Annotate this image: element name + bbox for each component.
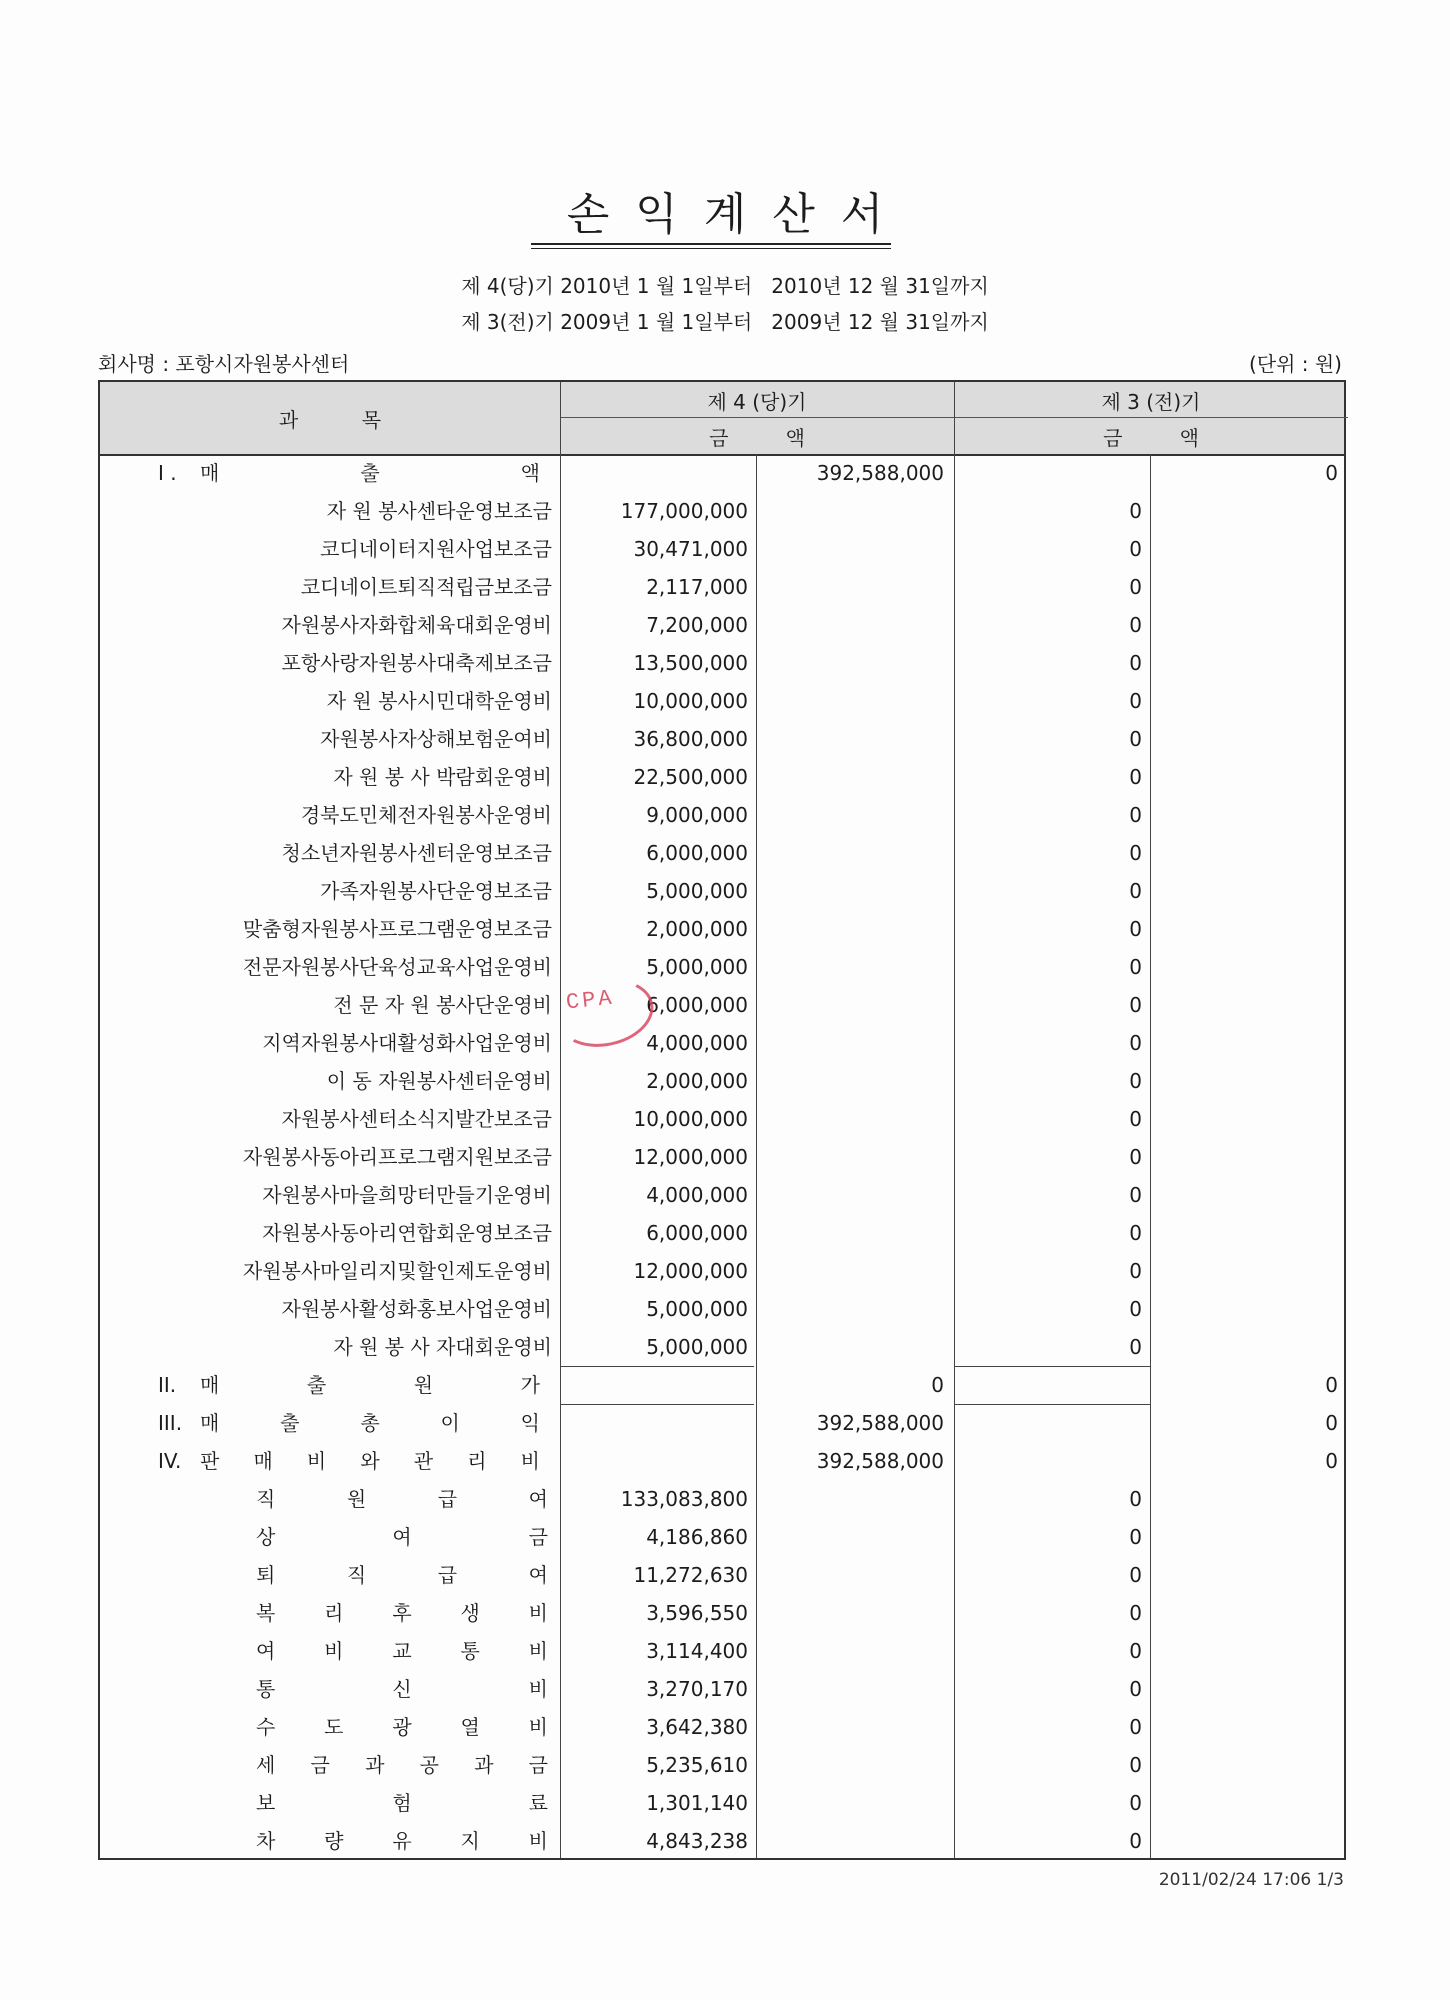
table-row <box>100 1328 1348 1366</box>
header-subject: 과 목 <box>278 408 382 432</box>
table-row <box>100 872 1348 910</box>
item-label: 자 원 봉 사 박람회운영비 <box>333 765 552 789</box>
table-row <box>100 1518 1348 1556</box>
item-prior-amount: 0 <box>1129 537 1142 561</box>
table-row <box>100 796 1348 834</box>
item-prior-amount: 0 <box>1129 1525 1142 1549</box>
section-label-char: 와 <box>360 1449 380 1473</box>
item-current-amount: 12,000,000 <box>633 1145 748 1169</box>
table-row <box>100 720 1348 758</box>
item-prior-amount: 0 <box>1129 651 1142 675</box>
item-label-char: 교 <box>392 1639 412 1663</box>
item-label: 자원봉사마일리지및할인제도운영비 <box>242 1259 552 1283</box>
item-current-amount: 4,186,860 <box>646 1525 748 1549</box>
section-numeral: I . <box>158 461 177 485</box>
income-statement-table <box>98 380 1346 1860</box>
table-row <box>100 1784 1348 1822</box>
item-current-amount: 10,000,000 <box>633 1107 748 1131</box>
item-current-amount: 12,000,000 <box>633 1259 748 1283</box>
item-current-amount: 4,000,000 <box>646 1183 748 1207</box>
item-label: 전문자원봉사단육성교육사업운영비 <box>242 955 552 979</box>
item-current-amount: 9,000,000 <box>646 803 748 827</box>
table-row <box>100 758 1348 796</box>
section-label-char: 액 <box>520 461 540 485</box>
item-label-char: 비 <box>528 1601 548 1625</box>
period-current: 제 4(당)기 2010년 1 월 1일부터 2010년 12 월 31일까지 <box>461 274 989 298</box>
table-row <box>100 1556 1348 1594</box>
item-current-amount: 133,083,800 <box>620 1487 748 1511</box>
item-label: 자 원 봉 사 자대회운영비 <box>333 1335 552 1359</box>
item-label-char: 여 <box>256 1639 276 1663</box>
section-label-char: 매 <box>253 1449 273 1473</box>
item-prior-amount: 0 <box>1129 841 1142 865</box>
item-current-amount: 3,596,550 <box>646 1601 748 1625</box>
item-label-char: 과 <box>474 1753 494 1777</box>
item-current-amount: 13,500,000 <box>633 651 748 675</box>
table-row <box>100 1138 1348 1176</box>
item-label: 청소년자원봉사센터운영보조금 <box>281 841 552 865</box>
item-label: 이 동 자원봉사센터운영비 <box>326 1069 552 1093</box>
section-prior-total: 0 <box>1325 1411 1338 1435</box>
section-numeral: III. <box>158 1411 183 1435</box>
item-label <box>256 1594 548 1632</box>
item-prior-amount: 0 <box>1129 1563 1142 1587</box>
item-current-amount: 11,272,630 <box>633 1563 748 1587</box>
section-row <box>100 1442 1348 1480</box>
item-current-amount: 177,000,000 <box>620 499 748 523</box>
section-label <box>200 454 540 492</box>
item-prior-amount: 0 <box>1129 1107 1142 1131</box>
item-label <box>256 1518 548 1556</box>
section-label-char: 관 <box>413 1449 434 1473</box>
item-current-amount: 4,000,000 <box>646 1031 748 1055</box>
item-label <box>256 1556 548 1594</box>
item-label: 자원봉사센터소식지발간보조금 <box>281 1107 552 1131</box>
item-label-char: 보 <box>256 1791 276 1815</box>
item-label: 자원봉사활성화홍보사업운영비 <box>281 1297 552 1321</box>
section-current-total: 392,588,000 <box>816 1411 944 1435</box>
subtotal-rule <box>560 1366 754 1367</box>
item-label-char: 열 <box>460 1715 480 1739</box>
item-label-char: 도 <box>324 1715 344 1739</box>
item-label-char: 비 <box>528 1639 548 1663</box>
table-row <box>100 1176 1348 1214</box>
item-label: 자원봉사동아리프로그램지원보조금 <box>242 1145 552 1169</box>
print-timestamp: 2011/02/24 17:06 1/3 <box>1158 1870 1344 1890</box>
table-row <box>100 1594 1348 1632</box>
item-prior-amount: 0 <box>1129 1221 1142 1245</box>
item-current-amount: 7,200,000 <box>646 613 748 637</box>
section-label-char: 익 <box>520 1411 540 1435</box>
section-label-char: 가 <box>520 1373 540 1397</box>
table-row <box>100 986 1348 1024</box>
item-label-char: 신 <box>392 1677 412 1701</box>
item-label-char: 상 <box>256 1525 276 1549</box>
item-current-amount: 5,000,000 <box>646 1335 748 1359</box>
table-row <box>100 682 1348 720</box>
section-label <box>200 1442 540 1480</box>
table-row <box>100 606 1348 644</box>
item-label-char: 차 <box>256 1829 276 1853</box>
item-current-amount: 5,000,000 <box>646 955 748 979</box>
header-prior-period: 제 3 (전)기 <box>1101 390 1201 414</box>
item-prior-amount: 0 <box>1129 1031 1142 1055</box>
item-current-amount: 22,500,000 <box>633 765 748 789</box>
document-title: 손익계산서 <box>566 189 910 240</box>
item-label: 자 원 봉사센타운영보조금 <box>326 499 552 523</box>
table-row <box>100 1062 1348 1100</box>
section-label-char: 판 <box>200 1449 220 1473</box>
item-current-amount: 1,301,140 <box>646 1791 748 1815</box>
section-row <box>100 1366 1348 1404</box>
item-prior-amount: 0 <box>1129 993 1142 1017</box>
item-prior-amount: 0 <box>1129 879 1142 903</box>
item-label-char: 지 <box>460 1829 480 1853</box>
item-label-char: 급 <box>437 1487 458 1511</box>
section-label-char: 리 <box>467 1449 487 1473</box>
item-label: 코디네이트퇴직적립금보조금 <box>300 575 552 599</box>
item-prior-amount: 0 <box>1129 689 1142 713</box>
section-label-char: 매 <box>200 1411 220 1435</box>
section-label-char: 매 <box>200 461 220 485</box>
table-row <box>100 1024 1348 1062</box>
table-row <box>100 1632 1348 1670</box>
item-prior-amount: 0 <box>1129 1297 1142 1321</box>
item-current-amount: 6,000,000 <box>646 993 748 1017</box>
section-label-char: 출 <box>280 1411 300 1435</box>
item-prior-amount: 0 <box>1129 613 1142 637</box>
table-row <box>100 1480 1348 1518</box>
item-label: 자원봉사마을희망터만들기운영비 <box>262 1183 552 1207</box>
item-label: 경북도민체전자원봉사운영비 <box>300 803 552 827</box>
cpa-stamp-text: CPA <box>564 985 616 1016</box>
section-label-char: 이 <box>440 1411 460 1435</box>
item-current-amount: 2,000,000 <box>646 917 748 941</box>
item-current-amount: 5,000,000 <box>646 879 748 903</box>
item-current-amount: 10,000,000 <box>633 689 748 713</box>
section-current-total: 0 <box>931 1373 944 1397</box>
section-label-char: 비 <box>520 1449 540 1473</box>
item-label: 자 원 봉사시민대학운영비 <box>326 689 552 713</box>
table-row <box>100 1746 1348 1784</box>
section-label-char: 매 <box>200 1373 220 1397</box>
item-label-char: 통 <box>256 1677 276 1701</box>
item-label-char: 광 <box>392 1715 412 1739</box>
item-label-char: 유 <box>392 1829 412 1853</box>
item-label-char: 비 <box>528 1715 548 1739</box>
item-prior-amount: 0 <box>1129 575 1142 599</box>
table-row <box>100 1100 1348 1138</box>
item-label <box>256 1670 548 1708</box>
item-label-char: 직 <box>346 1563 367 1587</box>
section-prior-total: 0 <box>1325 1449 1338 1473</box>
item-prior-amount: 0 <box>1129 727 1142 751</box>
section-numeral: IV. <box>158 1449 182 1473</box>
title-underline <box>531 243 891 249</box>
item-label-char: 통 <box>460 1639 480 1663</box>
table-row <box>100 1252 1348 1290</box>
item-label-char: 원 <box>346 1487 367 1511</box>
item-label-char: 금 <box>528 1753 548 1777</box>
item-prior-amount: 0 <box>1129 1829 1142 1853</box>
table-row <box>100 948 1348 986</box>
item-current-amount: 5,000,000 <box>646 1297 748 1321</box>
header-current-period: 제 4 (당)기 <box>707 390 807 414</box>
item-label: 자원봉사동아리연합회운영보조금 <box>262 1221 552 1245</box>
item-current-amount: 2,000,000 <box>646 1069 748 1093</box>
item-label-char: 급 <box>437 1563 458 1587</box>
item-label <box>256 1822 548 1860</box>
table-row <box>100 1822 1348 1860</box>
item-label <box>256 1632 548 1670</box>
item-label <box>256 1746 548 1784</box>
section-label-char: 출 <box>306 1373 327 1397</box>
item-prior-amount: 0 <box>1129 955 1142 979</box>
item-prior-amount: 0 <box>1129 765 1142 789</box>
company-name: 회사명 : 포항시자원봉사센터 <box>98 352 350 376</box>
section-label-char: 총 <box>360 1411 380 1435</box>
item-current-amount: 4,843,238 <box>646 1829 748 1853</box>
item-label <box>256 1708 548 1746</box>
item-current-amount: 30,471,000 <box>633 537 748 561</box>
table-row <box>100 492 1348 530</box>
item-label-char: 비 <box>324 1639 344 1663</box>
table-row <box>100 910 1348 948</box>
item-prior-amount: 0 <box>1129 1791 1142 1815</box>
item-label: 지역자원봉사대활성화사업운영비 <box>262 1031 552 1055</box>
item-label-char: 수 <box>256 1715 276 1739</box>
item-label-char: 여 <box>528 1487 548 1511</box>
item-prior-amount: 0 <box>1129 1639 1142 1663</box>
item-current-amount: 36,800,000 <box>633 727 748 751</box>
section-current-total: 392,588,000 <box>816 1449 944 1473</box>
item-label: 가족자원봉사단운영보조금 <box>320 879 552 903</box>
item-prior-amount: 0 <box>1129 917 1142 941</box>
item-current-amount: 6,000,000 <box>646 841 748 865</box>
item-label-char: 료 <box>528 1791 548 1815</box>
item-label-char: 퇴 <box>256 1563 276 1587</box>
item-prior-amount: 0 <box>1129 1601 1142 1625</box>
item-label: 코디네이터지원사업보조금 <box>320 537 552 561</box>
item-label-char: 공 <box>419 1753 439 1777</box>
section-prior-total: 0 <box>1325 461 1338 485</box>
item-label: 전 문 자 원 봉사단운영비 <box>333 993 552 1017</box>
item-label-char: 금 <box>528 1525 548 1549</box>
item-label-char: 여 <box>392 1525 412 1549</box>
item-label-char: 후 <box>392 1601 412 1625</box>
section-label-char: 원 <box>413 1373 434 1397</box>
table-row <box>100 530 1348 568</box>
section-label-char: 출 <box>360 461 380 485</box>
unit-label: (단위 : 원) <box>1248 352 1342 376</box>
item-prior-amount: 0 <box>1129 1335 1142 1359</box>
item-label: 맞춤형자원봉사프로그램운영보조금 <box>242 917 552 941</box>
item-prior-amount: 0 <box>1129 1183 1142 1207</box>
item-current-amount: 2,117,000 <box>646 575 748 599</box>
section-label-char: 비 <box>306 1449 327 1473</box>
item-prior-amount: 0 <box>1129 1753 1142 1777</box>
item-label-char: 비 <box>528 1677 548 1701</box>
item-label-char: 험 <box>392 1791 412 1815</box>
table-row <box>100 644 1348 682</box>
item-label-char: 과 <box>365 1753 385 1777</box>
item-current-amount: 3,270,170 <box>646 1677 748 1701</box>
item-label: 자원봉사자상해보험운여비 <box>320 727 552 751</box>
section-row <box>100 1404 1348 1442</box>
header-current-amount: 금 액 <box>709 426 805 450</box>
table-row <box>100 834 1348 872</box>
item-label-char: 금 <box>310 1753 330 1777</box>
item-label: 포항사랑자원봉사대축제보조금 <box>281 651 552 675</box>
section-row <box>100 454 1348 492</box>
section-label <box>200 1404 540 1442</box>
item-label-char: 리 <box>324 1601 344 1625</box>
table-row <box>100 1670 1348 1708</box>
item-label-char: 량 <box>324 1829 344 1853</box>
section-prior-total: 0 <box>1325 1373 1338 1397</box>
item-prior-amount: 0 <box>1129 1715 1142 1739</box>
item-current-amount: 5,235,610 <box>646 1753 748 1777</box>
section-label <box>200 1366 540 1404</box>
item-current-amount: 6,000,000 <box>646 1221 748 1245</box>
item-label: 자원봉사자화합체육대회운영비 <box>281 613 552 637</box>
item-current-amount: 3,114,400 <box>646 1639 748 1663</box>
item-prior-amount: 0 <box>1129 1259 1142 1283</box>
header-prior-amount: 금 액 <box>1103 426 1199 450</box>
item-label-char: 복 <box>256 1601 276 1625</box>
table-row <box>100 568 1348 606</box>
item-label-char: 생 <box>460 1601 480 1625</box>
table-header <box>100 382 1344 456</box>
item-prior-amount: 0 <box>1129 499 1142 523</box>
item-label-char: 직 <box>256 1487 276 1511</box>
table-row <box>100 1214 1348 1252</box>
period-prior: 제 3(전)기 2009년 1 월 1일부터 2009년 12 월 31일까지 <box>461 310 989 334</box>
item-label-char: 여 <box>528 1563 548 1587</box>
subtotal-rule <box>954 1366 1150 1367</box>
item-current-amount: 3,642,380 <box>646 1715 748 1739</box>
item-label <box>256 1784 548 1822</box>
item-label <box>256 1480 548 1518</box>
item-prior-amount: 0 <box>1129 803 1142 827</box>
table-row <box>100 1708 1348 1746</box>
section-numeral: II. <box>158 1373 177 1397</box>
item-label-char: 비 <box>528 1829 548 1853</box>
section-current-total: 392,588,000 <box>816 461 944 485</box>
table-row <box>100 1290 1348 1328</box>
item-label-char: 세 <box>256 1753 276 1777</box>
item-prior-amount: 0 <box>1129 1677 1142 1701</box>
item-prior-amount: 0 <box>1129 1487 1142 1511</box>
item-prior-amount: 0 <box>1129 1069 1142 1093</box>
item-prior-amount: 0 <box>1129 1145 1142 1169</box>
